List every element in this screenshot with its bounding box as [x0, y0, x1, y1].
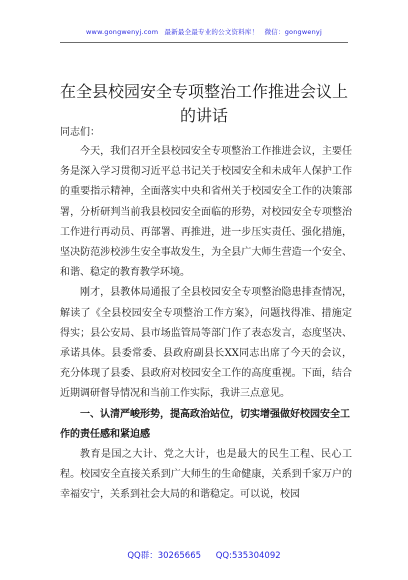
qq-group-number: QQ群：30265665 [127, 551, 202, 561]
paragraph-briefing: 刚才，县教体局通报了全县校园安全专项整治隐患排查情况，解读了《全县校园安全专项整治工作方案》，问题找得准、措施定得实；县公安局、县市场监管局等部门作了表态发言，态度坚决、承诺具体。县委常委、县政府副县长XX同志出席了今天的会议，充分体现了县委、县政府对校园安全工作的高度重视。下面，结合近期调研督导情况和当前工作实际，我讲三点意见。 [60, 287, 352, 400]
site-url-link[interactable]: www.gongwenyj.com [86, 28, 159, 36]
salutation: 同志们： [60, 127, 100, 138]
qq-number: QQ:535304092 [215, 551, 281, 561]
paragraph-opening: 今天，我们召开全县校园安全专项整治工作推进会议，主要任务是深入学习贯彻习近平总书记关于校园安全和未成年人保护工作的重要指示精神，全面落实中央和省州关于校园安全工作的决策部署，分析研判当前我县校园安全面临的形势，对校园安全专项整治工作进行再动员、再部署、再推进，进一步压实责任、强化措施，坚决防范涉校涉生安全事故发生，为全县广大师生营造一个安全、和谐、稳定的教育教学环境。 [60, 146, 352, 279]
document-body [60, 124, 352, 506]
document-title: 在全县校园安全专项整治工作推进会议上的讲话 [60, 82, 349, 125]
site-slogan: 最新最全最专业的公文资料库！ [164, 28, 259, 36]
header-divider [60, 42, 348, 43]
paragraph-section-one: 教育是国之大计、党之大计，也是最大的民生工程、民心工程。校园安全直接关系到广大师生的生命健康，关系到千家万户的幸福安宁，关系到社会大局的和谐稳定。可以说，校园 [60, 449, 352, 501]
wechat-id: 微信：gongwenyj [264, 28, 322, 36]
page-footer [0, 549, 408, 561]
section-heading-one: 一、认清严峻形势，提高政治站位，切实增强做好校园安全工作的责任感和紧迫感 [60, 408, 350, 440]
site-header [0, 27, 408, 36]
